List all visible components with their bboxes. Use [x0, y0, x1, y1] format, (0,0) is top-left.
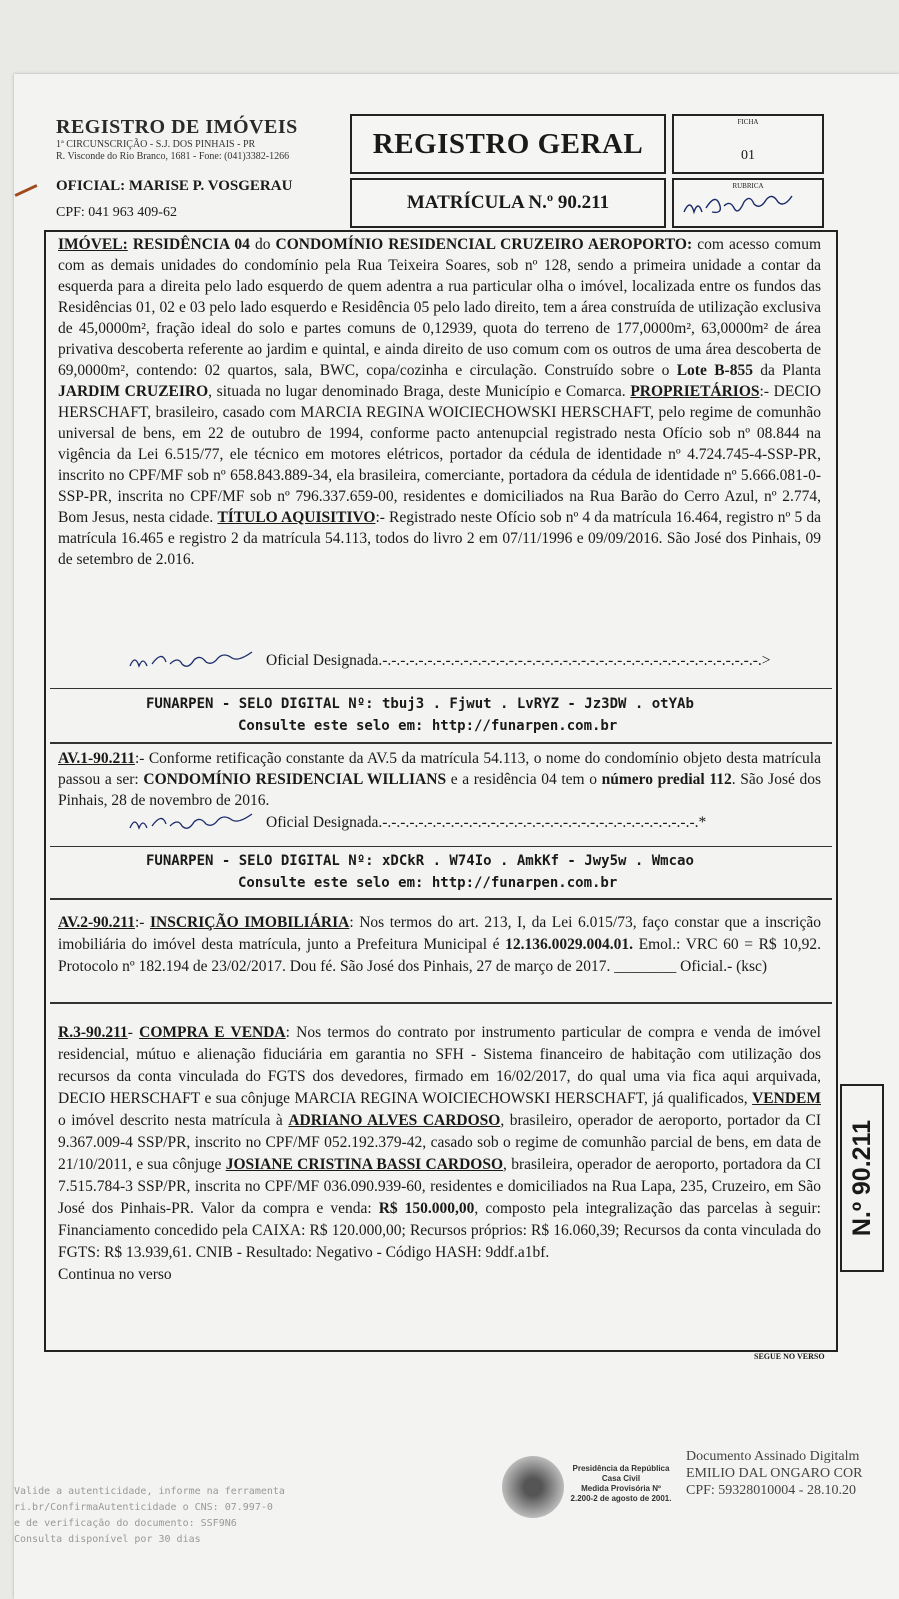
imovel-lote: Lote B-855	[676, 362, 753, 379]
pres-line-1: Presidência da República	[572, 1464, 670, 1473]
av2-text-3: Emol.: VRC 60 = R$ 10,92. Protocolo nº 182.194 de 23/02/2017. Dou fé. São José dos Pinhais, 27 de março de 2017. ________ Oficial.- (ksc)	[58, 936, 822, 975]
divider	[50, 898, 832, 900]
imovel-residence: RESIDÊNCIA 04	[132, 236, 250, 253]
ficha-value: 01	[741, 148, 755, 163]
r3-text-5: , brasileira, operador de aeroporto, portadora da CI 7.515.784-3 SSP/PR, inscrita no CPF/MF 036.090.939-60, residentes e domiciliados na Rua Lapa, 235, Cruzeiro, em São José dos Pinhais-PR. Valor da compra e venda:	[58, 1156, 821, 1217]
av1-label: AV.1-90.211	[58, 750, 135, 767]
docsig-line-3: CPF: 59328010004 - 28.10.20	[686, 1483, 856, 1498]
selo-digital-2	[146, 850, 694, 894]
imovel-entry	[58, 234, 821, 570]
office-circ: 1ª CIRCUNSCRIÇÃO - S.J. DOS PINHAIS - PR	[56, 139, 256, 150]
selo-1-link[interactable]: Consulte este selo em: http://funarpen.com.br	[238, 718, 618, 734]
imovel-description: com acesso comum com as demais unidades do condomínio pela Rua Teixeira Soares, sob nº 128, sendo a primeira unidade a contar da esquerda para a direita pelo lado esquerdo de quem adentra a rua particular olha o imóvel, localizada entre os fundos das Residências 01, 02 e 03 pelo lado esquerdo e Residência 05 pelo lado direito, tem a área construída de utilização exclusiva de 45,0000m², fração ideal do solo e partes comuns de 0,12939, quota do terreno de 177,0000m², 63,0000m² de área privativa descoberta referente ao jardim e quintal, e ainda direito de uso comum com os outros de uma área descoberta de 69,0000m², contendo: 02 quartos, sala, BWC, copa/cozinha e circulação. Construído sobre o	[58, 236, 822, 379]
r3-vendem: VENDEM	[752, 1090, 821, 1107]
rubrica-label: RUBRICA	[732, 182, 764, 190]
matricula-number: MATRÍCULA N.º 90.211	[406, 192, 610, 213]
footer-line-3: e de verificação do documento: SSF9N6	[14, 1518, 237, 1529]
footer-line-1: Valide a autenticidade, informe na ferramenta	[14, 1486, 285, 1497]
av2-text-2: : Nos termos do art. 213, I, da Lei 6.015/73, faço constar que a inscrição imobiliária do imóvel desta matrícula, junto a Prefeitura Municipal é	[58, 914, 822, 953]
av1-condominio: CONDOMÍNIO RESIDENCIAL WILLIANS	[143, 771, 447, 788]
proprietarios-text: :- DECIO HERSCHAFT, brasileiro, casado com MARCIA REGINA WOICIECHOWSKI HERSCHAFT, pelo regime de comunhão universal de bens, em 22 de outubro de 1994, conforme pacto antenupcial registrado nesta Ofício sob nº 08.844 na vigência da Lei 6.515/77, ele técnico em motores elétricos, portador da cédula de identidade nº 4.724.745-4-SSP-PR, inscrito no CPF/MF sob nº 658.843.889-34, ela brasileira, comerciante, portadora da cédula de identidade nº 5.666.081-0-SSP-PR, inscrita no CPF/MF sob nº 796.337.659-00, residentes e domiciliados na Rua Barão do Cerro Azul, nº 2.774, Bom Jesus, nesta cidade.	[58, 383, 821, 526]
r3-entry	[58, 1022, 821, 1286]
r3-label: R.3-90.211	[58, 1024, 128, 1041]
titulo-aquisitivo-text: :- Registrado neste Ofício sob nº 4 da matrícula 16.464, registro nº 5 da matrícula 16.465 e registro 2 da matrícula 54.113, todos do livro 2 em 07/11/1996 e 09/09/2016. São José dos Pinhais, 09 de setembro de 2.016.	[58, 509, 821, 568]
document-sheet	[14, 74, 899, 1599]
matricula-box	[350, 178, 666, 228]
av1-entry	[58, 748, 821, 811]
pres-line-4: 2.200-2 de agosto de 2001.	[570, 1494, 672, 1503]
selo-2-link[interactable]: Consulte este selo em: http://funarpen.com.br	[238, 875, 618, 891]
divider	[50, 1002, 832, 1004]
signature-icon	[126, 812, 266, 834]
pres-line-2: Casa Civil	[601, 1474, 641, 1483]
imovel-condominio: CONDOMÍNIO RESIDENCIAL CRUZEIRO AEROPORTO:	[275, 236, 693, 253]
footer-line-4: Consulta disponível por 30 dias	[14, 1534, 201, 1545]
registro-geral-box	[350, 114, 666, 174]
office-address: R. Visconde do Rio Branco, 1681 - Fone: (041)3382-1266	[56, 151, 290, 162]
brasil-emblem-icon	[502, 1456, 564, 1518]
r3-text-2: : Nos termos do contrato por instrumento particular de compra e venda de imóvel residencial, mútuo e alienação fiduciária em garantia no SFH - Sistema financeiro de habitação com utilização dos recursos da conta vinculada do FGTS dos devedores, firmado em 16/02/2017, do qual uma via fica aqui arquivada, DECIO HERSCHAFT e sua cônjuge MARCIA REGINA WOICIECHOWSKI HERSCHAFT, já qualificados,	[58, 1024, 821, 1107]
officer-cpf: CPF: 041 963 409-62	[56, 205, 177, 220]
signature-2	[126, 812, 706, 834]
av2-inscricao-number: 12.136.0029.004.01.	[505, 936, 634, 953]
rubrica-signature-icon	[678, 188, 818, 224]
docsig-line-1: Documento Assinado Digitalm	[686, 1449, 860, 1464]
divider	[50, 688, 832, 689]
officer-name: OFICIAL: MARISE P. VOSGERAU	[56, 178, 293, 194]
imovel-text-3: , situada no lugar denominado Braga, deste Município e Comarca.	[208, 383, 631, 400]
signature-icon	[126, 650, 266, 672]
av2-entry	[58, 912, 821, 978]
r3-compra-venda: COMPRA E VENDA	[139, 1024, 286, 1041]
r3-text-3: o imóvel descrito nesta matrícula à	[58, 1112, 289, 1129]
av1-text-2: e a residência 04 tem o	[446, 771, 602, 788]
office-title: REGISTRO DE IMÓVEIS	[56, 116, 298, 138]
pres-line-3: Medida Provisória Nº	[581, 1484, 661, 1493]
oficial-designada-2: Oficial Designada.-.-.-.-.-.-.-.-.-.-.-.-.-.-.-.-.-.-.-.-.-.-.-.-.-.-.-.-.-.-.-.-.-.-.-.*	[266, 814, 707, 831]
segue-no-verso: SEGUE NO VERSO	[754, 1352, 825, 1361]
av2-inscricao-label: INSCRIÇÃO IMOBILIÁRIA	[149, 914, 350, 931]
imovel-do: do	[249, 236, 276, 253]
registro-geral-title: REGISTRO GERAL	[372, 127, 644, 160]
divider	[50, 846, 832, 847]
pen-mark	[14, 184, 37, 197]
office-header	[56, 116, 346, 163]
rubrica-box	[672, 178, 824, 228]
signature-1	[126, 650, 770, 672]
r3-text-1: -	[127, 1024, 140, 1041]
av2-label: AV.2-90.211	[58, 914, 135, 931]
divider	[50, 742, 832, 744]
continua-no-verso: Continua no verso	[58, 1266, 172, 1283]
selo-2-code: FUNARPEN - SELO DIGITAL Nº: xDCkR . W74Io . AmkKf - Jwy5w . Wmcao	[146, 853, 694, 869]
oficial-designada-1: Oficial Designada.-.-.-.-.-.-.-.-.-.-.-.-.-.-.-.-.-.-.-.-.-.-.-.-.-.-.-.-.-.-.-.-.-.-.-.-.-.-.-.-.-.-.>	[266, 652, 771, 669]
ficha-label: FICHA	[737, 118, 759, 126]
imovel-jardim: JARDIM CRUZEIRO	[58, 383, 209, 400]
footer-line-2: ri.br/ConfirmaAutenticidade o CNS: 07.997-0	[14, 1502, 273, 1513]
av2-text-1: :-	[134, 914, 150, 931]
side-matricula-stamp	[840, 1084, 884, 1272]
r3-buyer-2: JOSIANE CRISTINA BASSI CARDOSO	[225, 1156, 504, 1173]
r3-valor: R$ 150.000,00	[378, 1200, 475, 1217]
r3-text-4: , brasileiro, operador de aeroporto, portador da CI 9.367.009-4 SSP/PR, inscrito no CPF/MF 052.192.379-42, casado sob o regime de comunhão parcial de bens, em data de 21/10/2011, e sua cônjuge	[58, 1112, 821, 1173]
ficha-box	[672, 114, 824, 174]
digital-signature-info	[686, 1448, 862, 1499]
side-matricula-number: N.º 90.211	[847, 1119, 876, 1237]
av1-text-1: :- Conforme retificação constante da AV.5 da matrícula 54.113, o nome do condomínio objeto desta matrícula passou a ser:	[58, 750, 821, 788]
imovel-text-2: da Planta	[752, 362, 822, 379]
docsig-line-2: EMILIO DAL ONGARO COR	[686, 1466, 863, 1481]
presidencia-text	[566, 1464, 676, 1504]
r3-text-6: , composto pela integralização das parcelas à seguir: Financiamento concedido pela CAIXA: R$ 120.000,00; Recursos próprios: R$ 16.060,39; Recursos da conta vinculada do FGTS: R$ 13.939,61. CNIB - Resultado: Negativo - Código HASH: 9ddf.a1bf.	[58, 1200, 821, 1261]
proprietarios-label: PROPRIETÁRIOS	[630, 383, 760, 400]
selo-digital-1	[146, 693, 694, 737]
authenticity-footer	[14, 1484, 285, 1548]
imovel-label: IMÓVEL:	[58, 236, 128, 253]
av1-numero-predial: número predial 112	[601, 771, 732, 788]
registry-body	[44, 230, 838, 1352]
r3-buyer-1: ADRIANO ALVES CARDOSO	[288, 1112, 501, 1129]
titulo-aquisitivo-label: TÍTULO AQUISITIVO	[217, 509, 376, 526]
selo-1-code: FUNARPEN - SELO DIGITAL Nº: tbuj3 . Fjwut . LvRYZ - Jz3DW . otYAb	[146, 696, 694, 712]
av1-text-3: . São José dos Pinhais, 28 de novembro de 2016.	[58, 771, 822, 809]
